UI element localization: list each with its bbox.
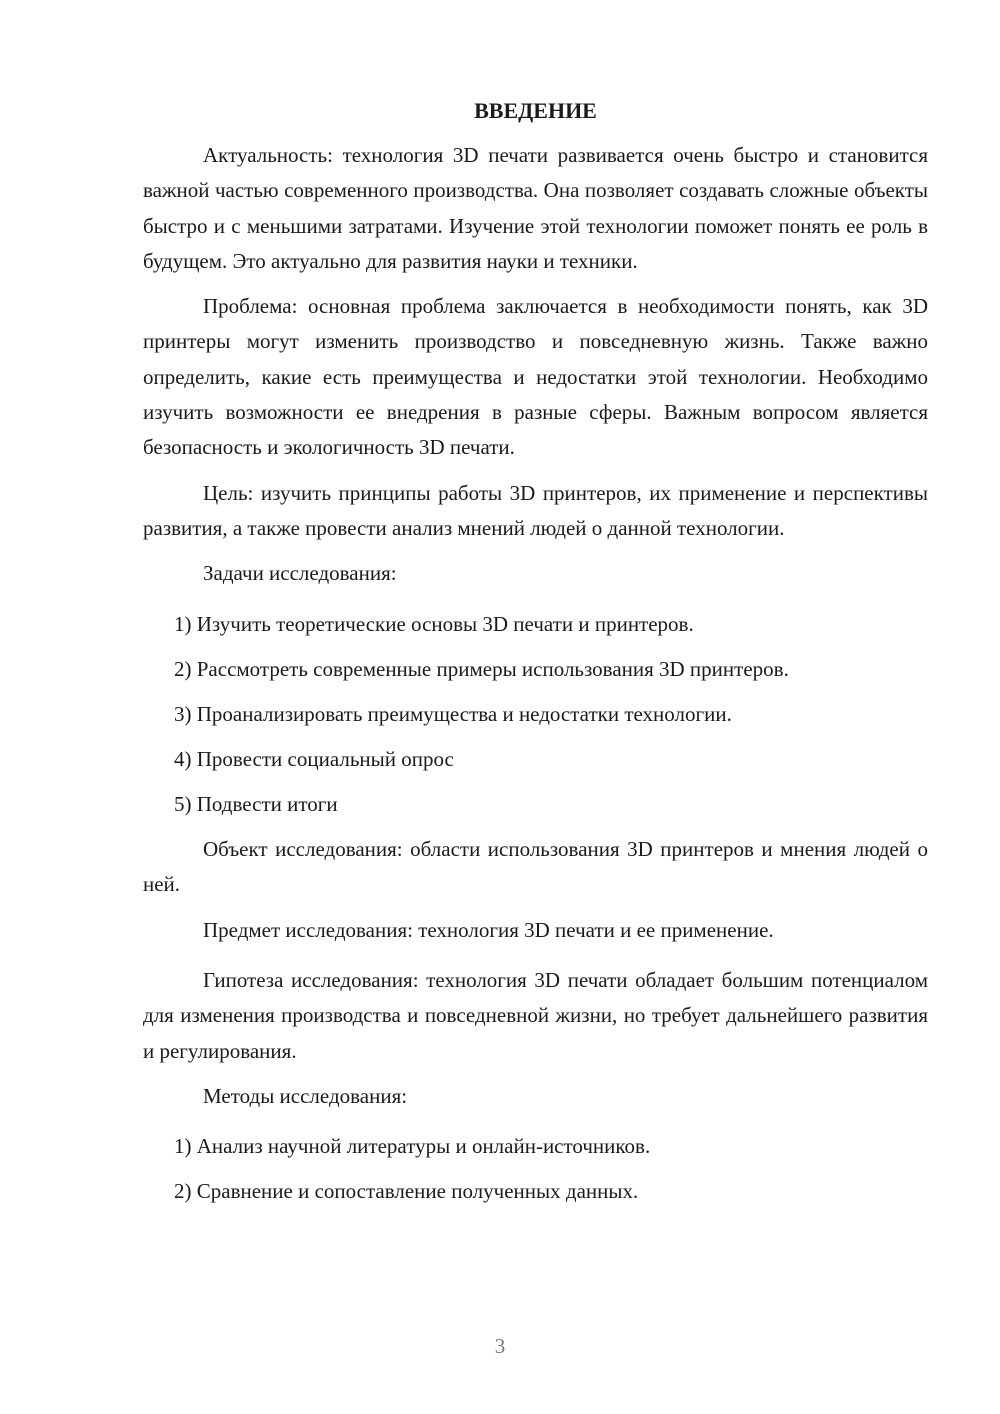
paragraph-hypothesis: Гипотеза исследования: технология 3D печати обладает большим потенциалом для изменения производства и повседневной жизни, но требует дальнейшего развития и регулирования. (143, 967, 928, 1063)
paragraph-goal: Цель: изучить принципы работы 3D принтеров, их применение и перспективы развития, а также провести анализ мнений людей о данной технологии. (143, 480, 928, 540)
document-page (143, 96, 928, 1219)
paragraph-problem: Проблема: основная проблема заключается в необходимости понять, как 3D принтеры могут изменить производство и повседневную жизнь. Также важно определить, какие есть преимущества и недостатки этой технологии. Необходимо изучить возможности ее внедрения в разные сферы. Важным вопросом является безопасность и экологичность 3D печати. (143, 294, 928, 460)
section-title: ВВЕДЕНИЕ (474, 98, 597, 123)
list-item: 2) Рассмотреть современные примеры использования 3D принтеров. (174, 656, 789, 681)
paragraph-relevance: Актуальность: технология 3D печати развивается очень быстро и становится важной частью современного производства. Она позволяет создавать сложные объекты быстро и с меньшими затратами. Изучение этой технологии поможет понять ее роль в будущем. Это актуально для развития науки и техники. (143, 143, 928, 273)
paragraph-object: Объект исследования: области использования 3D принтеров и мнения людей о ней. (143, 837, 928, 897)
list-item: 4) Провести социальный опрос (174, 746, 454, 771)
methods-heading: Методы исследования: (203, 1083, 408, 1108)
list-item: 5) Подвести итоги (174, 791, 338, 816)
page-number: 3 (494, 1334, 506, 1358)
list-item: 1) Изучить теоретические основы 3D печати и принтеров. (174, 611, 694, 636)
list-item: 2) Сравнение и сопоставление полученных данных. (174, 1179, 639, 1204)
methods-list (143, 1129, 928, 1209)
tasks-heading: Задачи исследования: (203, 561, 397, 586)
list-item: 3) Проанализировать преимущества и недостатки технологии. (174, 701, 732, 726)
list-item: 1) Анализ научной литературы и онлайн-источников. (174, 1134, 651, 1159)
tasks-list (143, 607, 928, 823)
paragraph-subject: Предмет исследования: технология 3D печати и ее применение. (203, 917, 774, 942)
